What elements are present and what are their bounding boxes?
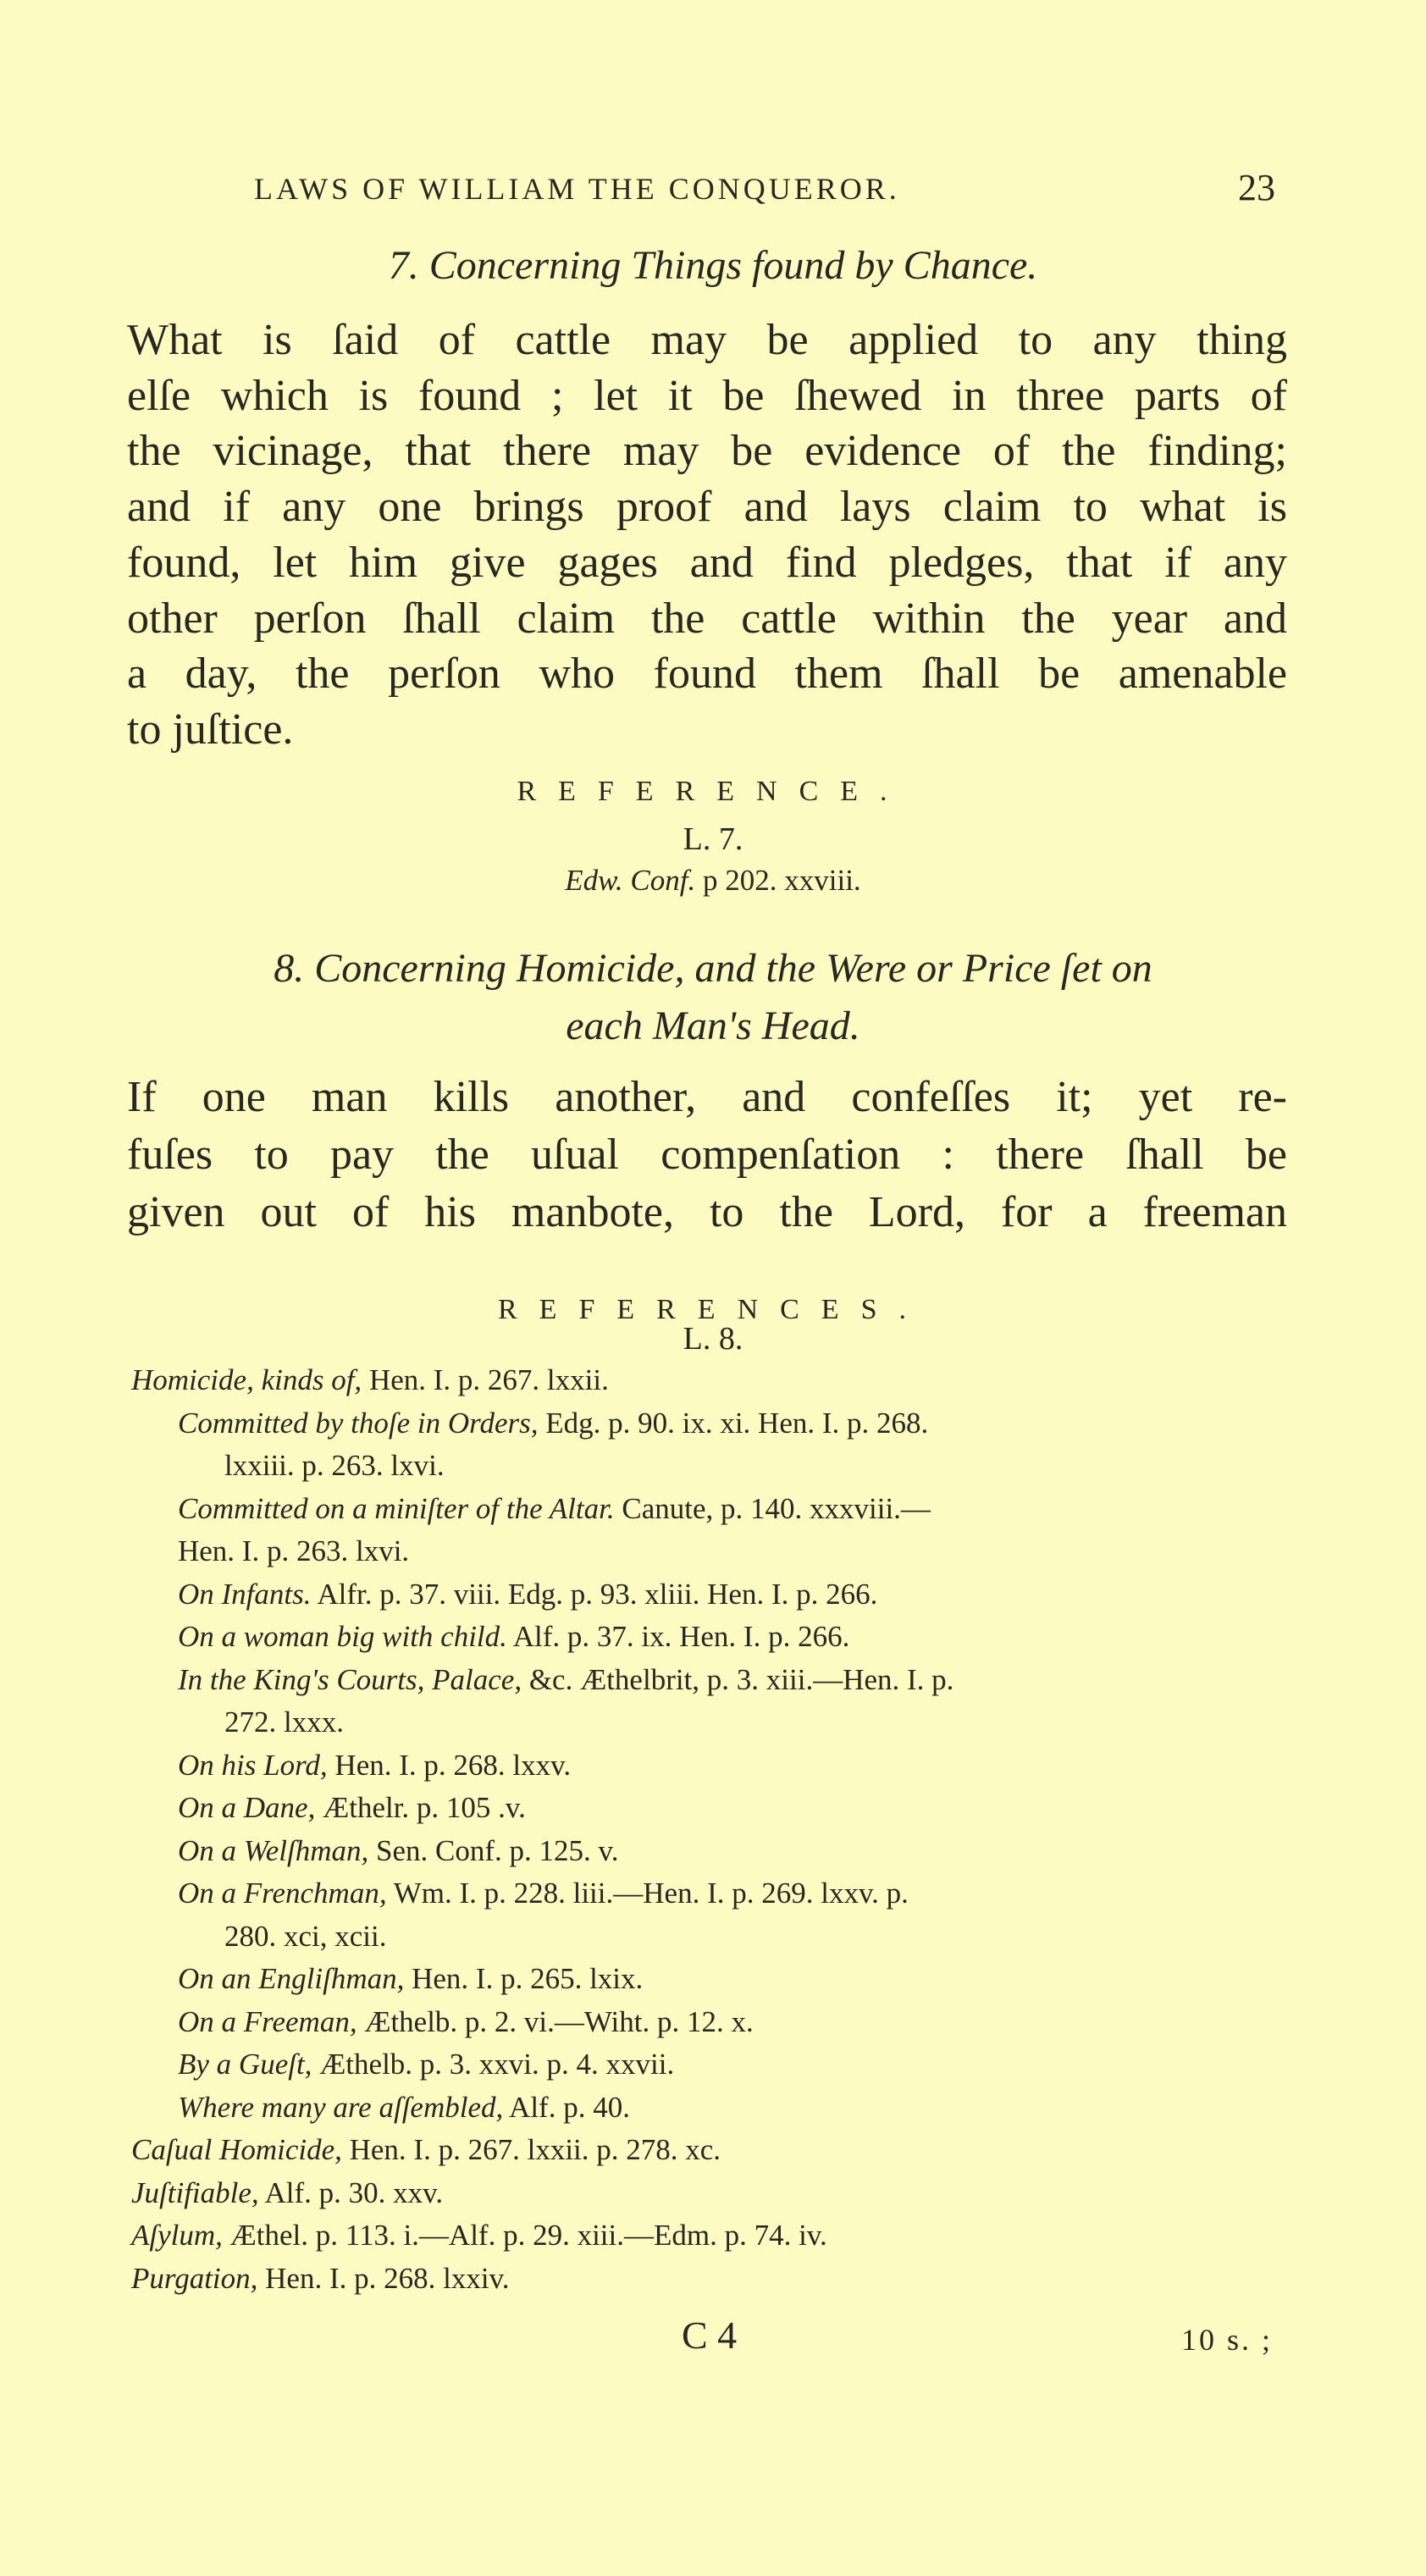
entry-citation: Sen. Conf. p. 125. v. [368, 1833, 619, 1867]
entry-title: Committed on a miniſter of the Altar. [178, 1491, 615, 1525]
body-line: to juſtice. [127, 705, 294, 754]
reference-entry [131, 2220, 827, 2250]
entry-title: On a woman big with child. [178, 1620, 507, 1653]
entry-title: Homicide, kinds of, [131, 1363, 362, 1396]
reference-entry [131, 2175, 444, 2209]
body-line: other perſon ſhall claim the cattle within the year and [127, 594, 1287, 643]
entry-citation: Canute, p. 140. xxxviii.— [614, 1491, 931, 1525]
entry-citation: Æthelb. p. 3. xxvi. p. 4. xxvii. [312, 2048, 675, 2081]
reference-entry [131, 2261, 510, 2295]
entry-title: Aſylum, [131, 2219, 223, 2252]
entry-title: On Infants. [178, 1577, 312, 1611]
reference-entry [178, 1878, 909, 1908]
body-line: and if any one brings proof and lays claim to what is [127, 483, 1287, 532]
reference-entry [131, 2135, 721, 2164]
section-8-reference-law: L. 8. [683, 1321, 743, 1357]
entry-citation: 280. xci, xcii. [224, 1919, 387, 1953]
entry-citation: Wm. I. p. 228. liii.—Hen. I. p. 269. lxxv. p. [386, 1877, 909, 1910]
entry-title: In the King's Courts, Palace, [178, 1662, 522, 1696]
body-line: If one man kills another, and confeſſes it; yet re- [127, 1073, 1287, 1121]
entry-title: Caſual Homicide, [131, 2133, 342, 2166]
reference-entry [178, 2004, 754, 2038]
entry-title: On a Freeman, [178, 2004, 357, 2038]
entry-title: On a Dane, [178, 1791, 316, 1824]
entry-citation: Æthelr. p. 105 .v. [315, 1791, 526, 1824]
reference-entry [178, 1622, 849, 1651]
reference-entry [178, 1408, 928, 1438]
section-8-heading-line-1: 8. Concerning Homicide, and the Were or Price ſet on [274, 946, 1152, 991]
reference-entry [178, 1964, 643, 1993]
entry-citation: Alf. p. 37. ix. Hen. I. p. 266. [506, 1620, 850, 1653]
entry-title: On a Frenchman, [178, 1877, 387, 1910]
entry-citation: Alf. p. 40. [503, 2090, 630, 2124]
body-line: a day, the perſon who found them ſhall be amenable [127, 650, 1287, 699]
section-7-reference-heading: REFERENCE. [517, 776, 909, 807]
entry-title: Where many are aſſembled, [178, 2090, 504, 2124]
entry-citation: Alfr. p. 37. viii. Edg. p. 93. xliii. Hen. I. p. 266. [311, 1577, 878, 1611]
section-7-heading: 7. Concerning Things found by Chance. [388, 243, 1038, 288]
section-7-reference-law: L. 7. [683, 821, 743, 857]
entry-citation: 272. lxxx. [224, 1705, 344, 1739]
entry-title: On an Engliſhman, [178, 1962, 405, 1995]
signature-mark: C 4 [682, 2313, 738, 2357]
entry-title: By a Gueſt, [178, 2048, 312, 2081]
reference-entry [131, 1365, 609, 1395]
running-title: LAWS OF WILLIAM THE CONQUEROR. [254, 172, 900, 206]
entry-citation: Hen. I. p. 267. lxxii. p. 278. xc. [341, 2133, 721, 2166]
entry-citation: lxxiii. p. 263. lxvi. [224, 1449, 445, 1482]
reference-entry [178, 2092, 630, 2122]
reference-entry [224, 1921, 387, 1951]
catchword: 10 s. ; [1181, 2323, 1274, 2357]
body-line: elſe which is found ; let it be ſhewed in three parts of [127, 371, 1287, 420]
reference-entry [178, 1536, 409, 1566]
reference-entry [224, 1451, 445, 1480]
reference-entry [178, 2049, 674, 2079]
section-8-reference-heading: REFERENCES. [498, 1294, 928, 1325]
page-number: 23 [1238, 167, 1275, 208]
entry-citation: Alf. p. 30. xxv. [258, 2175, 444, 2209]
reference-entry [224, 1707, 344, 1737]
entry-title: On a Welſhman, [178, 1833, 369, 1867]
entry-citation: Hen. I. p. 268. lxxv. [327, 1748, 572, 1782]
reference-entry [178, 1750, 571, 1780]
body-line: given out of his manbote, to the Lord, for a freeman [127, 1188, 1287, 1236]
entry-title: On his Lord, [178, 1748, 328, 1782]
entry-citation: Edg. p. 90. ix. xi. Hen. I. p. 268. [538, 1406, 929, 1440]
citation: p 202. xxviii. [703, 864, 861, 897]
entry-citation: Hen. I. p. 268. lxxiv. [257, 2261, 510, 2295]
entry-title: Committed by thoſe in Orders, [178, 1406, 539, 1440]
section-7-reference-citation [0, 865, 1426, 895]
entry-title: Juſtifiable, [131, 2175, 259, 2209]
body-line: found, let him give gages and find pledges, that if any [127, 538, 1287, 587]
reference-entry [178, 1662, 954, 1696]
entry-citation: Hen. I. p. 267. lxxii. [362, 1363, 609, 1396]
entry-citation: &c. Æthelbrit, p. 3. xiii.—Hen. I. p. [522, 1662, 954, 1696]
entry-citation: Hen. I. p. 263. lxvi. [178, 1534, 410, 1567]
reference-entry [178, 1491, 931, 1525]
reference-entry [178, 1793, 526, 1822]
body-line: the vicinage, that there may be evidence of the finding; [127, 427, 1287, 476]
section-8-heading-line-2: each Man's Head. [566, 1003, 860, 1048]
entry-citation: Hen. I. p. 265. lxix. [404, 1962, 644, 1995]
entry-citation: Æthel. p. 113. i.—Alf. p. 29. xiii.—Edm. p. 74. iv. [222, 2219, 827, 2252]
source-title: Edw. Conf. [565, 864, 696, 897]
entry-title: Purgation, [131, 2261, 258, 2295]
body-line: fuſes to pay the uſual compenſation : there ſhall be [127, 1130, 1287, 1179]
reference-entry [178, 1833, 619, 1867]
body-line: What is ſaid of cattle may be applied to any thing [127, 316, 1287, 364]
reference-entry [178, 1579, 877, 1609]
entry-citation: Æthelb. p. 2. vi.—Wiht. p. 12. x. [356, 2004, 754, 2038]
